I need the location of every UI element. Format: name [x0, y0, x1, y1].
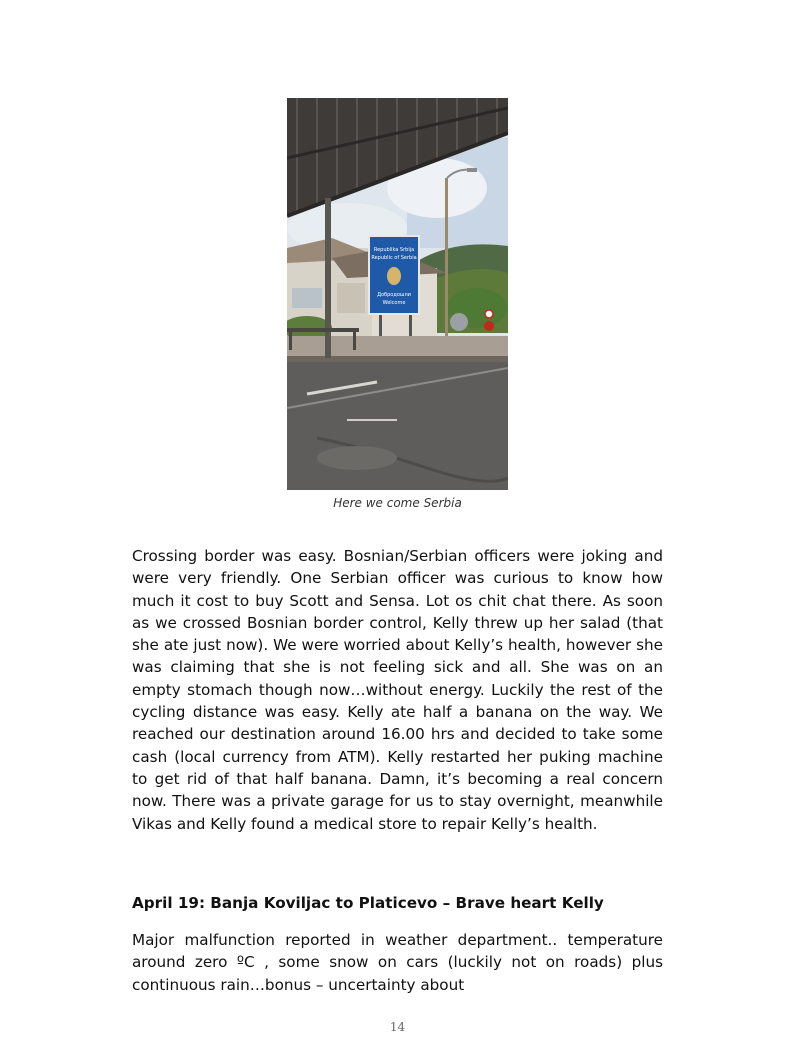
paragraph-border-crossing: [132, 545, 663, 835]
serbian-coat-of-arms-icon: [387, 267, 401, 285]
sign-line-1: Republika Srbija: [373, 247, 415, 253]
border-photo: [287, 98, 508, 490]
paragraph-text: Major malfunction reported in weather department.. temperature around zero ºC , some snow on cars (luckily not on roads) plus continuous rain…bonus – uncertainty about: [132, 931, 663, 994]
sign-line-2: Republic of Serbia: [371, 255, 417, 261]
paragraph-weather: [132, 914, 663, 1011]
section-heading: April 19: Banja Koviljac to Platicevo – Brave heart Kelly: [132, 894, 604, 912]
page-number: 14: [389, 1020, 406, 1034]
sign-line-3: Добродошли: [377, 292, 411, 298]
photo-caption: Here we come Serbia: [333, 496, 462, 510]
sign-line-4: Welcome: [382, 300, 406, 306]
border-photo-illustration: [287, 98, 508, 490]
paragraph-text: Crossing border was easy. Bosnian/Serbian officers were joking and were very friendly. One Serbian officer was curious to know how much it cost to buy Scott and Sensa. Lot os chit chat there. As soon as we crossed Bosnian border control, Kelly threw up her salad (that she ate just now). We were worried about Kelly’s health, however she was claiming that she is not feeling sick and all. She was on an empty stomach though now…without energy. Luckily the rest of the cycling distance was easy. Kelly ate half a banana on the way. We reached our destination around 16.00 hrs and decided to take some cash (local currency from ATM). Kelly restarted her puking machine to get rid of that half banana. Damn, it’s becoming a real concern now. There was a private garage for us to stay overnight, meanwhile Vikas and Kelly found a medical store to repair Kelly’s health.: [132, 547, 663, 833]
